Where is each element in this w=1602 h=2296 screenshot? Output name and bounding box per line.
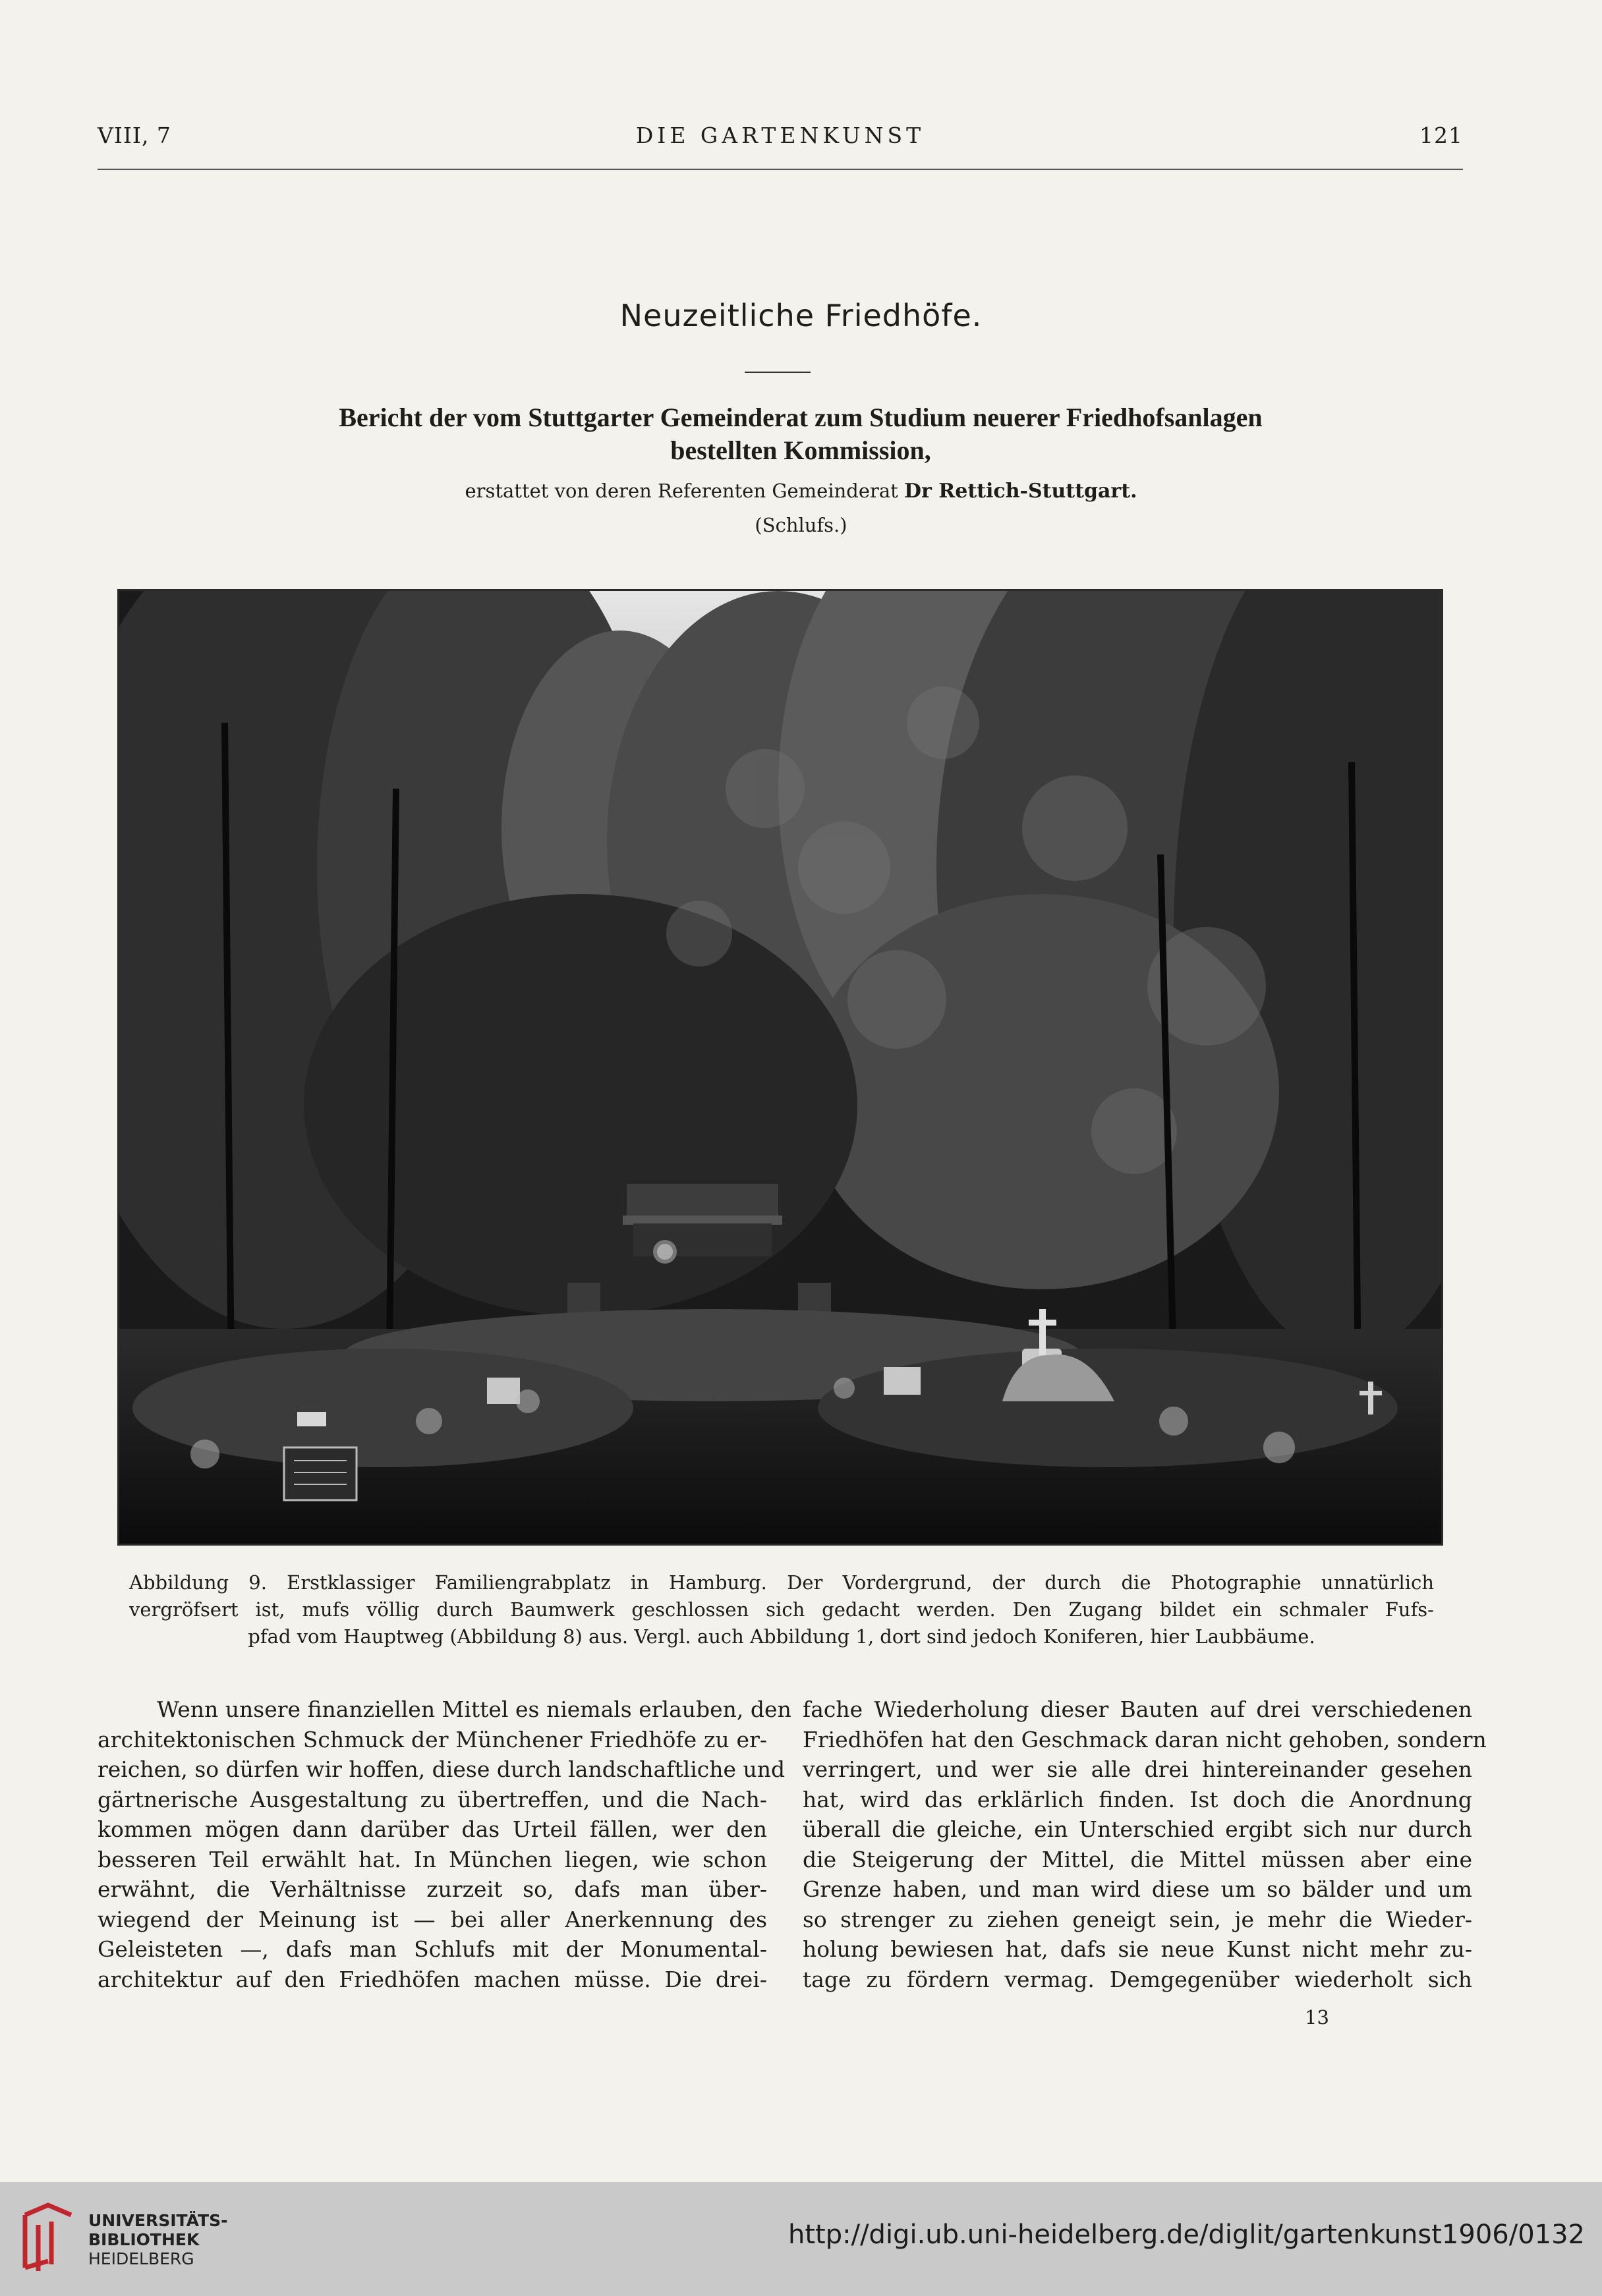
library-name-line-3: HEIDELBERG [88,2249,194,2268]
article-subtitle-line-2: bestellten Kommission, [670,435,931,465]
body-line: hat, wird das erklärlich finden. Ist doch die Anordnung [803,1786,1472,1812]
library-name [88,2211,227,2268]
signature-mark: 13 [1305,2006,1329,2029]
body-line: Friedhöfen hat den Geschmack daran nicht gehoben, sondern [803,1726,1487,1752]
body-line: Wenn unsere finanziellen Mittel es niemals erlauben, den [157,1696,791,1722]
body-line: wiegend der Meinung ist — bei aller Anerkennung des [98,1906,767,1932]
cemetery-photograph [117,589,1443,1546]
library-name-line-1: UNIVERSITÄTS- [88,2211,228,2230]
byline [0,480,1602,503]
body-line: kommen mögen dann darüber das Urteil fällen, wer den [98,1816,767,1842]
running-header [98,123,1463,152]
body-line: Geleisteten —, dafs man Schlufs mit der Monumental- [98,1936,767,1962]
article-subtitle-line-1: Bericht der vom Stuttgarter Gemeinderat zum Studium neuerer Friedhofsanlagen [339,403,1263,432]
photograph-image [119,591,1441,1544]
page-number: 121 [1419,123,1463,148]
volume-issue: VIII, 7 [98,123,171,148]
figure-caption-line-1: Abbildung 9. Erstklassiger Familiengrabplatz in Hamburg. Der Vordergrund, der durch die Photographie unnatürlich [129,1571,1434,1594]
body-line: architektonischen Schmuck der Münchener Friedhöfe zu er- [98,1726,767,1752]
library-name-line-2: BIBLIOTHEK [88,2230,200,2249]
body-line: reichen, so dürfen wir hoffen, diese durch landschaftliche und [98,1756,786,1782]
body-line: erwähnt, die Verhältnisse zurzeit so, dafs man über- [98,1876,767,1902]
body-line: holung bewiesen hat, dafs sie neue Kunst nicht mehr zu- [803,1936,1472,1962]
body-line: tage zu fördern vermag. Demgegenüber wiederholt sich [803,1966,1472,1992]
title-divider [745,372,811,373]
body-line: architektur auf den Friedhöfen machen müsse. Die drei- [98,1966,767,1992]
body-line: die Steigerung der Mittel, die Mittel müssen aber eine [803,1846,1472,1872]
figure-caption-line-2: vergröfsert ist, mufs völlig durch Baumwerk geschlossen sich gedacht werden. Den Zugang bildet ein schmaler Fufs- [129,1598,1434,1621]
header-rule [98,169,1463,170]
body-line: verringert, und wer sie alle drei hintereinander gesehen [803,1756,1472,1782]
byline-author: Dr Rettich-Stuttgart. [904,480,1137,503]
article-title: Neuzeitliche Friedhöfe. [619,298,983,333]
footer-bar [0,2182,1602,2296]
body-line: gärtnerische Ausgestaltung zu übertreffen, und die Nach- [98,1786,767,1812]
figure-caption-line-3: pfad vom Hauptweg (Abbildung 8) aus. Vergl. auch Abbildung 1, dort sind jedoch Koniferen, hier Laubbäume. [248,1625,1315,1648]
body-line: so strenger zu ziehen geneigt sein, je mehr die Wieder- [803,1906,1472,1932]
body-column-right [803,1694,1487,1994]
body-line: überall die gleiche, ein Unterschied ergibt sich nur durch [803,1816,1472,1842]
body-line: fache Wiederholung dieser Bauten auf drei verschiedenen [803,1696,1472,1722]
body-line: Grenze haben, und man wird diese um so bälder und um [803,1876,1472,1902]
journal-name: DIE GARTENKUNST [635,123,925,148]
body-column-left [98,1694,791,1994]
library-logo-icon[interactable] [18,2202,78,2274]
continuation-note: (Schlufs.) [755,514,847,536]
byline-prefix: erstattet von deren Referenten Gemeinderat [465,480,898,502]
body-line: besseren Teil erwählt hat. In München liegen, wie schon [98,1846,767,1872]
permalink-url[interactable]: http://digi.ub.uni-heidelberg.de/diglit/gartenkunst1906/0132 [788,2220,1585,2250]
